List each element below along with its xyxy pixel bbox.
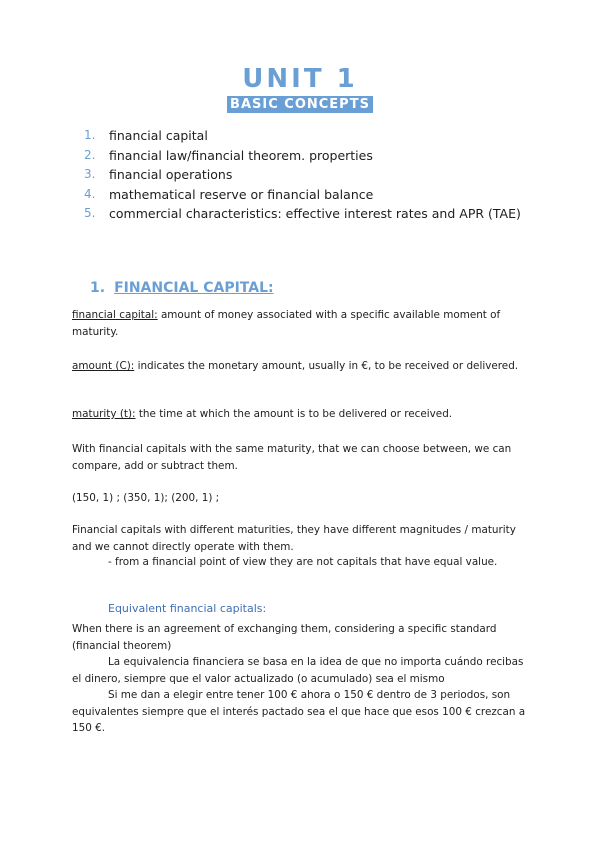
page-title: UNIT 1 [242,64,358,94]
toc-number: 4. [84,186,96,201]
section-heading [90,280,274,296]
paragraph-point-of-view: - from a financial point of view they are not capitals that have equal value. [108,556,498,568]
toc-item [84,146,534,166]
definition-amount [72,358,528,375]
toc-item [84,204,534,224]
toc-text: financial capital [109,128,208,143]
paragraph-example: (150, 1) ; (350, 1); (200, 1) ; [72,492,220,504]
toc-item [84,126,534,146]
definition-financial-capital [72,307,528,340]
toc-text: financial law/financial theorem. properties [109,147,373,163]
definition-term: financial capital: [72,309,158,321]
toc-number: 5. [84,206,96,220]
paragraph-equivalent-definition: When there is an agreement of exchanging them, considering a specific standard (financial theorem) [72,623,497,652]
toc-text: mathematical reserve or financial balance [109,186,374,202]
section-number: 1. [90,280,106,296]
subtitle-wrap [0,93,600,113]
subheading-equivalent: Equivalent financial capitals: [108,602,267,615]
toc-item [84,185,534,205]
definition-term: amount (C): [72,360,135,372]
toc-number: 2. [84,147,96,162]
paragraph-spanish-1: La equivalencia financiera se basa en la idea de que no importa cuándo recibas el dinero, siempre que el valor actualizado (o acumulado) sea el mismo [72,656,524,685]
definition-text: amount of money associated with a specific available moment of maturity. [72,309,501,338]
toc-number: 3. [84,167,96,181]
table-of-contents [84,126,534,224]
definition-text: indicates the monetary amount, usually in €, to be received or delivered. [134,360,519,372]
paragraph-different-maturities: Financial capitals with different maturities, they have different magnitudes / maturity and we cannot directly operate with them. [72,524,516,553]
toc-text: commercial characteristics: effective interest rates and APR (TAE) [109,206,521,221]
definition-text: the time at which the amount is to be delivered or received. [135,408,453,420]
paragraph-spanish-2: Si me dan a elegir entre tener 100 € ahora o 150 € dentro de 3 periodos, son equivalentes siempre que el interés pactado sea el que hace que esos 100 € crezcan a 150 €. [72,689,526,734]
toc-item [84,165,534,185]
section-title: FINANCIAL CAPITAL: [114,280,274,296]
toc-number: 1. [84,128,96,142]
paragraph-same-maturity: With financial capitals with the same maturity, that we can choose between, we can compare, add or subtract them. [72,443,512,472]
definition-term: maturity (t): [72,408,136,420]
page-subtitle: BASIC CONCEPTS [227,96,373,113]
definition-maturity [72,406,528,423]
toc-text: financial operations [109,167,233,182]
